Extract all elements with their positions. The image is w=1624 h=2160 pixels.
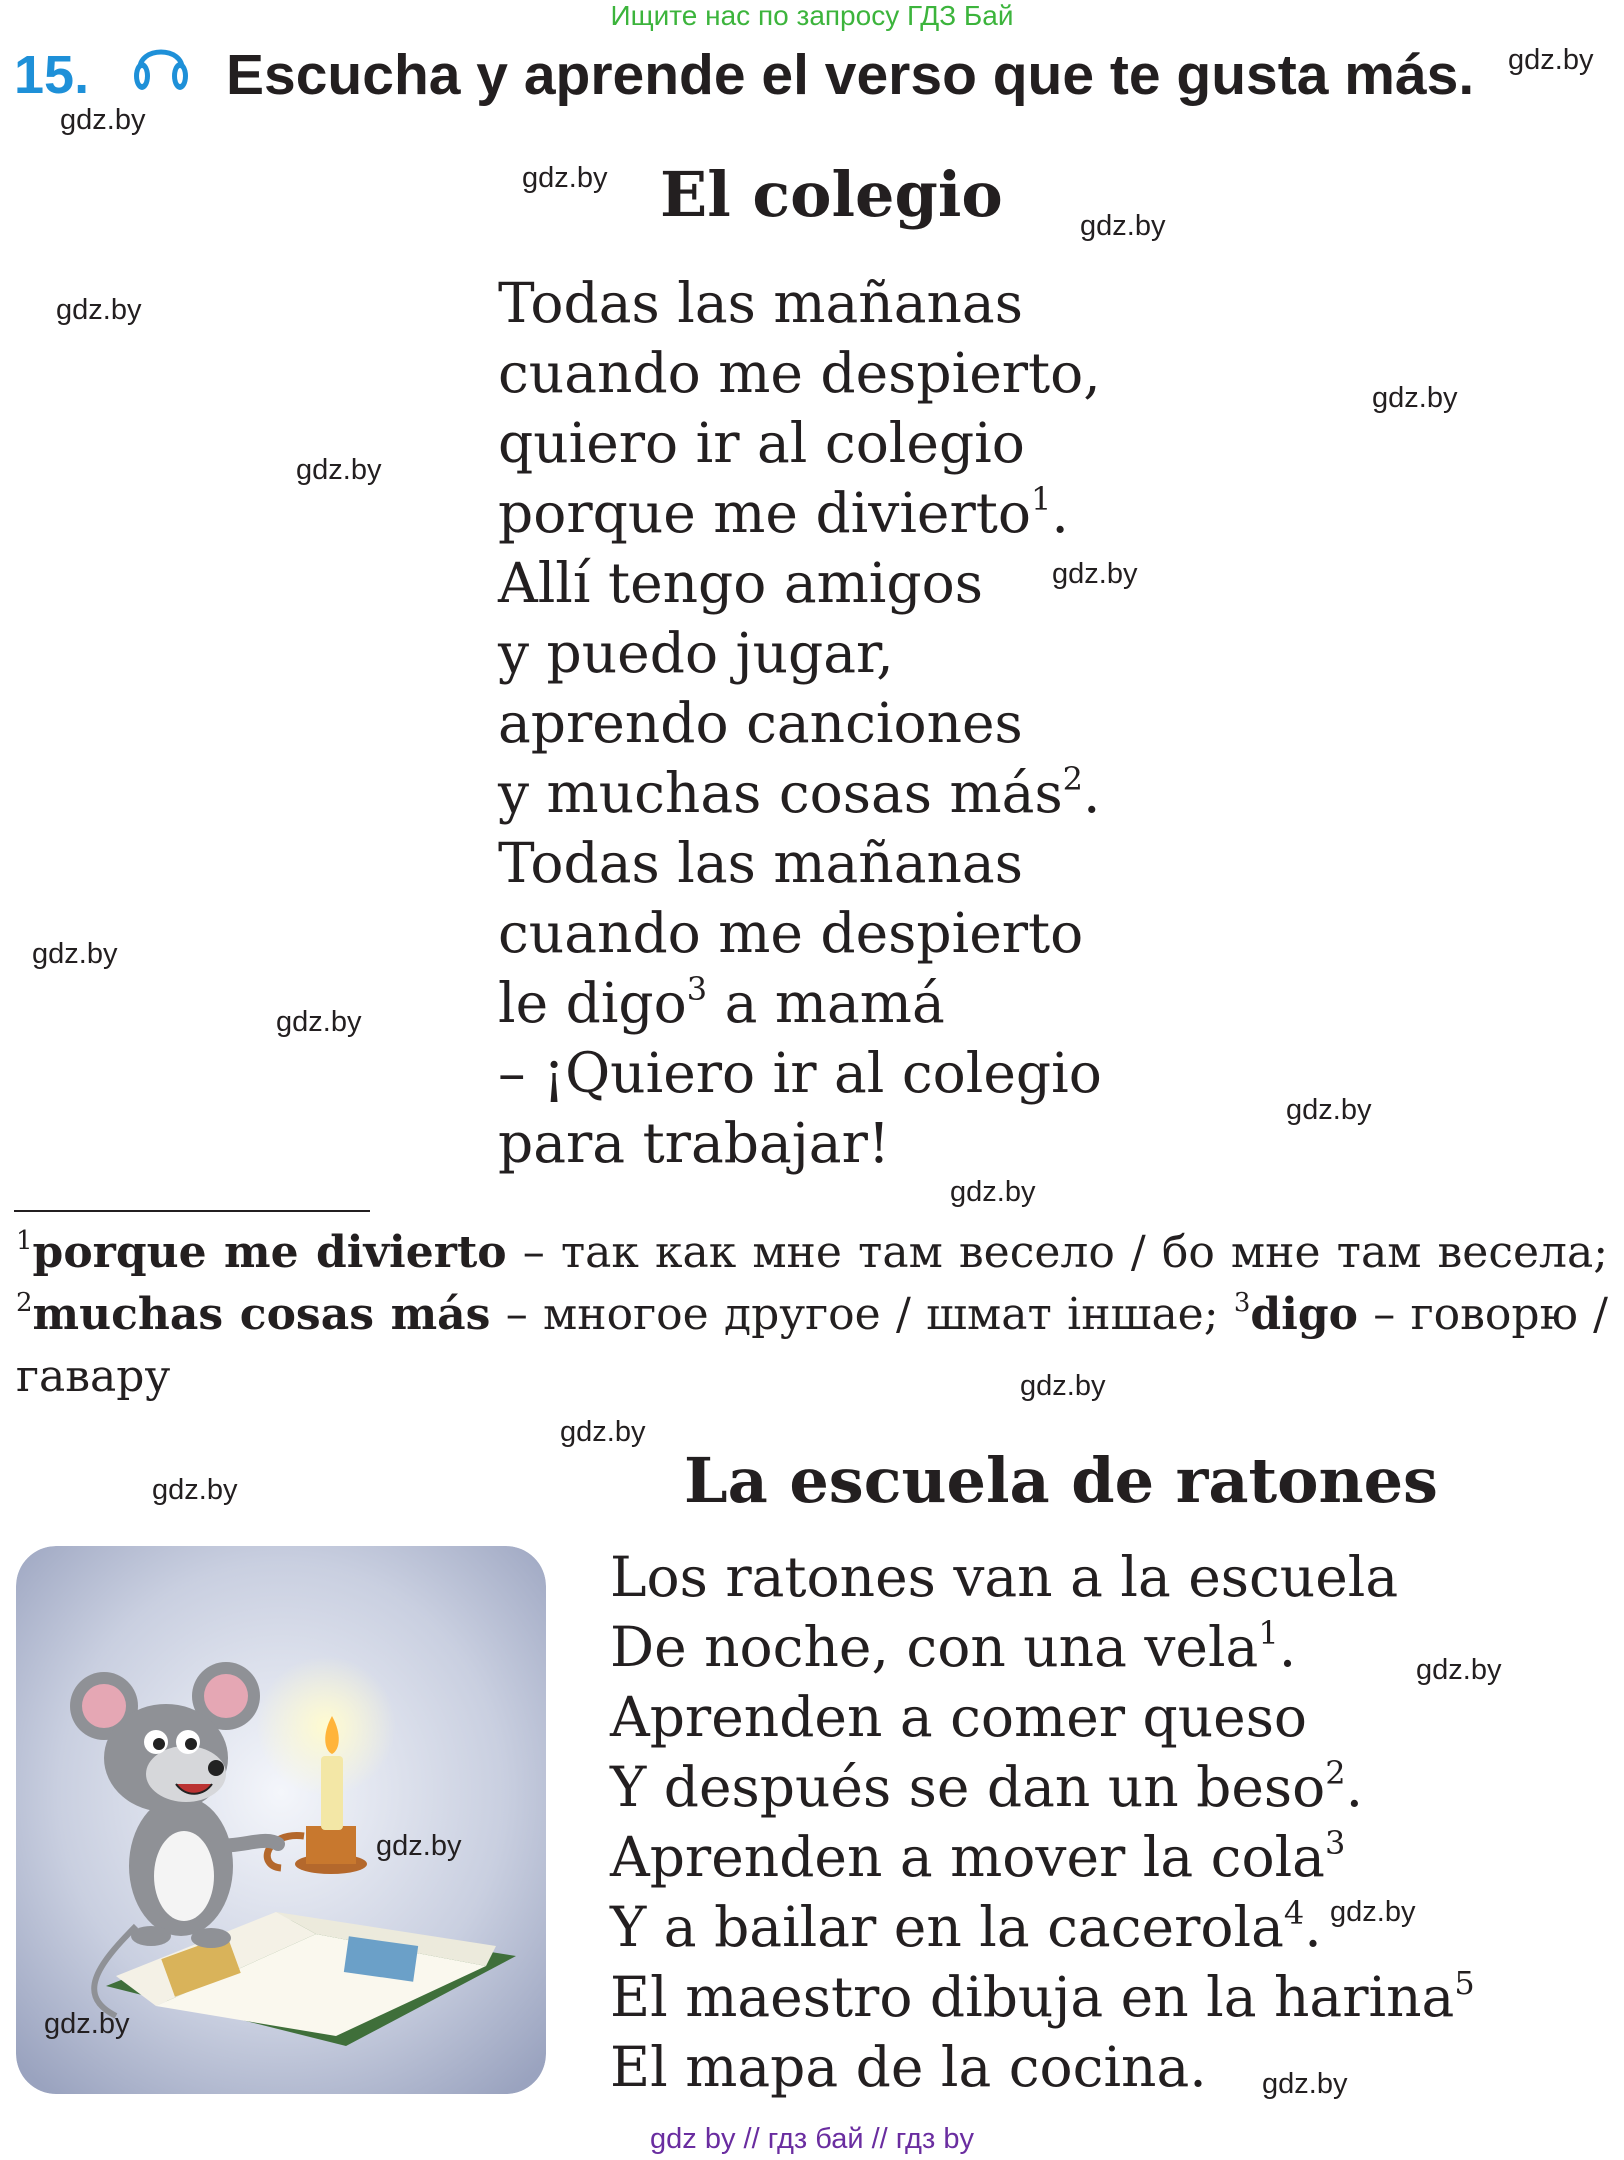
poem-line-text: Aprenden a comer queso [610, 1685, 1308, 1749]
poem-line [498, 548, 1102, 618]
poem-line [498, 268, 1102, 338]
poem-line-tail: a mamá [707, 971, 945, 1035]
watermark: gdz.by [1080, 210, 1166, 242]
poem-line [610, 1752, 1475, 1822]
headphones-icon [128, 32, 194, 98]
watermark: gdz.by [44, 2008, 130, 2040]
poem-line-text: para trabajar! [498, 1111, 890, 1175]
poem-line [498, 828, 1102, 898]
watermark: gdz.by [522, 162, 608, 194]
poem-line [610, 1962, 1475, 2032]
poem-line-tail: . [1051, 481, 1069, 545]
task-instruction: Escucha y aprende el verso que te gusta más. [226, 43, 1475, 107]
footnote-number: 1 [16, 1226, 33, 1256]
poem-line-tail: . [1345, 1755, 1364, 1819]
poem-line-text: Todas las mañanas [498, 271, 1023, 335]
watermark: gdz.by [950, 1176, 1036, 1208]
poem-line [498, 898, 1102, 968]
poem-line-tail: . [1304, 1895, 1322, 1959]
watermark: gdz.by [56, 294, 142, 326]
poem-line-text: le digo [498, 971, 687, 1035]
poem-line [498, 1038, 1102, 1108]
poem-line-text: cuando me despierto [498, 901, 1084, 965]
footnote-divider [14, 1210, 370, 1212]
poem-line-text: Aprenden a mover la cola [610, 1825, 1325, 1889]
poem-line-text: Allí tengo amigos [498, 551, 983, 615]
poem-line-text: – ¡Quiero ir al colegio [498, 1041, 1102, 1105]
poem-el-colegio [498, 268, 1102, 1178]
footnote-definition: – говорю / гавару [16, 1289, 1609, 1402]
watermark: gdz.by [1416, 1654, 1502, 1686]
header-banner: Ищите нас по запросу ГДЗ Бай [610, 0, 1014, 31]
watermark: gdz.by [376, 1830, 462, 1862]
footnote-marker: 5 [1454, 1964, 1475, 2002]
footnote-number: 3 [1233, 1288, 1251, 1318]
footnote-term: digo [1250, 1289, 1358, 1340]
footer-banner: gdz by // гдз бай // гдз by [650, 2123, 974, 2155]
footnote-term: porque me divierto [32, 1227, 507, 1278]
watermark: gdz.by [1508, 44, 1594, 76]
watermark: gdz.by [60, 104, 146, 136]
task-number: 15. [14, 45, 90, 105]
poem-line [610, 1682, 1475, 1752]
footnote-marker: 2 [1062, 760, 1084, 798]
poem-line [610, 1822, 1475, 1892]
watermark: gdz.by [1262, 2068, 1348, 2100]
poem-line-text: aprendo canciones [498, 691, 1023, 755]
footnote-number: 2 [16, 1288, 33, 1318]
poem-line-text: y puedo jugar, [498, 621, 894, 685]
poem-title-el-colegio: El colegio [660, 158, 1003, 231]
watermark: gdz.by [1020, 1370, 1106, 1402]
poem-line [498, 338, 1102, 408]
watermark: gdz.by [1052, 558, 1138, 590]
footnote-marker: 3 [1324, 1824, 1346, 1862]
poem-line [498, 408, 1102, 478]
footnote-marker: 3 [686, 970, 708, 1008]
footnote-definition: – так как мне там весело / бо мне там весела; [506, 1227, 1609, 1278]
poem-line [498, 688, 1102, 758]
poem-line-text: quiero ir al colegio [498, 411, 1025, 475]
watermark: gdz.by [1372, 382, 1458, 414]
poem-line [498, 758, 1102, 828]
poem-line-text: y muchas cosas más [498, 761, 1063, 825]
watermark: gdz.by [560, 1416, 646, 1448]
watermark: gdz.by [296, 454, 382, 486]
poem-line-text: porque me divierto [498, 481, 1031, 545]
footnote-marker: 4 [1283, 1894, 1305, 1932]
poem-line [610, 1542, 1475, 1612]
poem-line [498, 478, 1102, 548]
poem-line [498, 968, 1102, 1038]
watermark: gdz.by [32, 938, 118, 970]
poem-line-text: Todas las mañanas [498, 831, 1023, 895]
poem-line-text: Los ratones van a la escuela [610, 1545, 1399, 1609]
poem-line-tail: . [1278, 1615, 1297, 1679]
poem-line [498, 1108, 1102, 1178]
watermark: gdz.by [1286, 1094, 1372, 1126]
poem-line [498, 618, 1102, 688]
footnotes [16, 1222, 1608, 1408]
watermark: gdz.by [152, 1474, 238, 1506]
poem-line-text: Y después se dan un beso [610, 1755, 1326, 1819]
watermark: gdz.by [276, 1006, 362, 1038]
poem-title-la-escuela-de-ratones: La escuela de ratones [684, 1444, 1438, 1517]
poem-line-text: De noche, con una vela [610, 1615, 1259, 1679]
footnote-definition: – многое другое / шмат іншае; [490, 1289, 1234, 1340]
footnote-marker: 2 [1325, 1754, 1346, 1792]
footnote-marker: 1 [1030, 480, 1052, 518]
footnote-marker: 1 [1258, 1614, 1279, 1652]
poem-line [610, 1612, 1475, 1682]
poem-line-text: cuando me despierto, [498, 341, 1101, 405]
poem-line-text: Y a bailar en la cacerola [610, 1895, 1284, 1959]
poem-line-tail: . [1083, 761, 1101, 825]
footnote-term: muchas cosas más [32, 1289, 491, 1340]
poem-line-text: El maestro dibuja en la harina [610, 1965, 1455, 2029]
poem-la-escuela-de-ratones [610, 1542, 1475, 2102]
poem-line-text: El mapa de la cocina. [610, 2035, 1207, 2099]
watermark: gdz.by [1330, 1896, 1416, 1928]
